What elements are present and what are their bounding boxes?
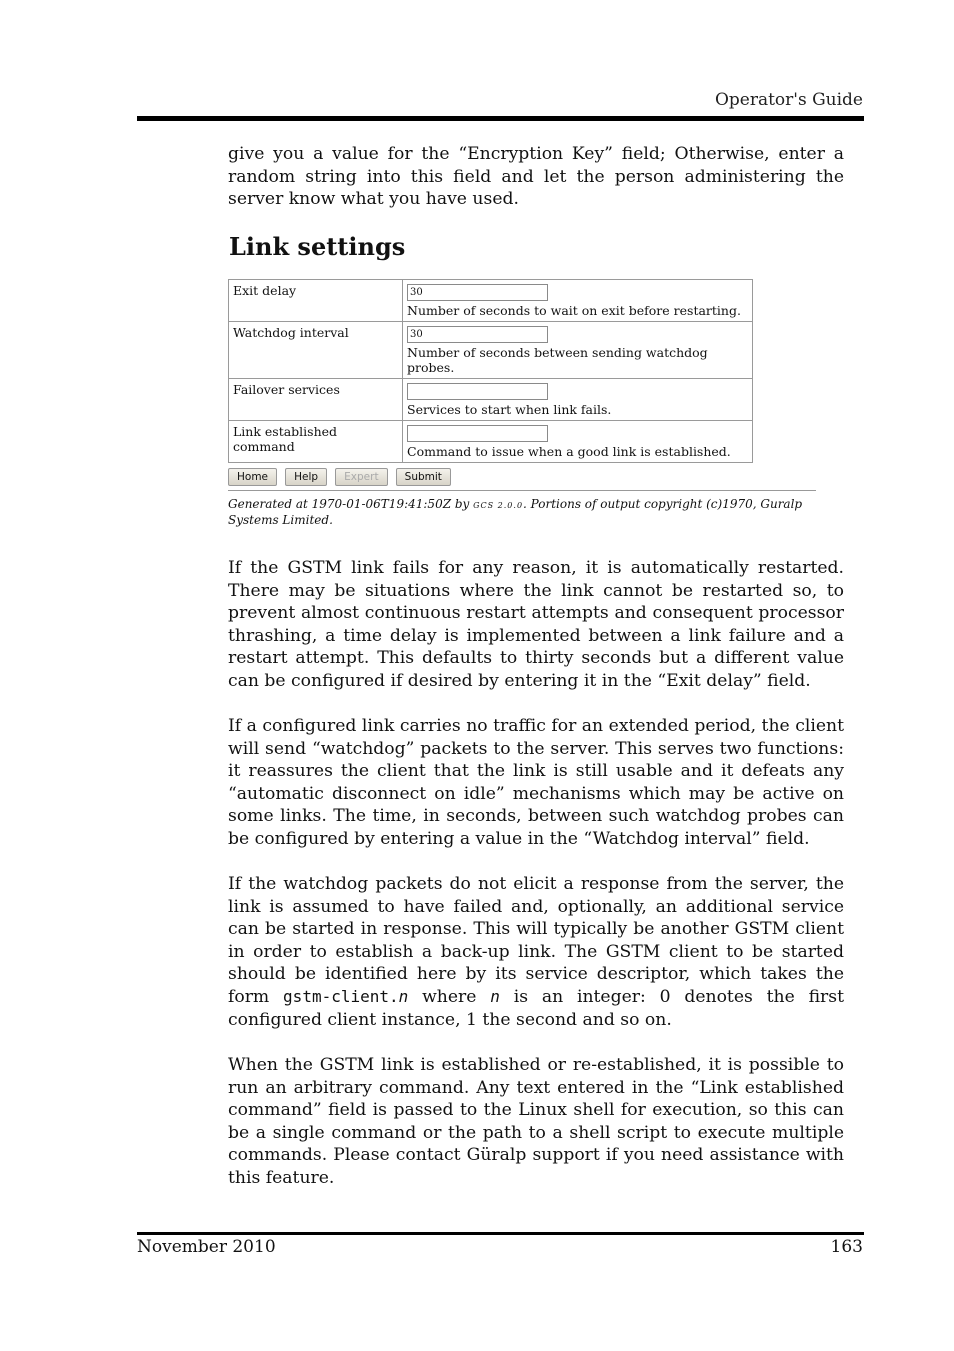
intro-paragraph: give you a value for the “Encryption Key” field; Otherwise, enter a random string into this field and let the person administering the server know what you have used. bbox=[228, 144, 844, 210]
p3-var: n bbox=[398, 986, 409, 1006]
link-settings-screenshot bbox=[228, 279, 818, 528]
p3-text-c: is an integer: 0 denotes the first configured client instance, 1 the second and so on. bbox=[228, 986, 845, 1030]
field-help: Services to start when link fails. bbox=[407, 402, 612, 417]
field-label: Exit delay bbox=[229, 280, 403, 322]
generated-suffix: . Portions of output copyright (c)1970, Guralp Systems Limited. bbox=[228, 497, 803, 527]
field-cell bbox=[403, 379, 753, 421]
p3-text-a: If the watchdog packets do not elicit a response from the server, the link is assumed to have failed and, optionally, an additional service can be started in response. This will typically be another GSTM client in order to establish a back-up link. The GSTM client to be started should be identified here by its service descriptor, which takes the form bbox=[228, 874, 844, 1007]
paragraph-watchdog: If a configured link carries no traffic for an extended period, the client will send “watchdog” packets to the server. This serves two functions: it reassures the client that the link is still usable and it defeats any “automatic disconnect on idle” mechanisms which may be active on some links. The time, in seconds, between such watchdog probes can be configured by entering a value in the “Watchdog interval” field. bbox=[228, 716, 844, 849]
field-help: Command to issue when a good link is established. bbox=[407, 444, 731, 459]
p3-text-b: where bbox=[408, 986, 491, 1007]
failover-services-input[interactable] bbox=[407, 383, 548, 400]
field-label: Failover services bbox=[229, 379, 403, 421]
page-number: 163 bbox=[830, 1237, 863, 1257]
screenshot-divider bbox=[228, 490, 816, 491]
header-rule bbox=[137, 116, 864, 121]
footer-rule bbox=[137, 1232, 864, 1235]
settings-row-exit-delay bbox=[229, 280, 753, 322]
settings-table bbox=[228, 279, 753, 463]
settings-row-watchdog-interval bbox=[229, 322, 753, 379]
section-heading: Link settings bbox=[229, 232, 406, 261]
link-established-command-input[interactable] bbox=[407, 425, 548, 442]
watchdog-interval-input[interactable]: 30 bbox=[407, 326, 548, 343]
field-cell bbox=[403, 421, 753, 463]
field-cell bbox=[403, 280, 753, 322]
generated-prefix: Generated at 1970-01-06T19:41:50Z by bbox=[228, 497, 474, 511]
field-label: Watchdog interval bbox=[229, 322, 403, 379]
help-button[interactable]: Help bbox=[285, 468, 327, 486]
page-header-title: Operator's Guide bbox=[714, 90, 863, 110]
paragraph-link-command: When the GSTM link is established or re-established, it is possible to run an arbitrary command. Any text entered in the “Link established command” field is passed to the Linux shell for execution, so this can be a single command or the path to a shell script to execute multiple commands. Please contact Güralp support if you need assistance with this feature. bbox=[228, 1055, 844, 1188]
generated-note bbox=[228, 497, 816, 528]
exit-delay-input[interactable]: 30 bbox=[407, 284, 548, 301]
button-row bbox=[228, 465, 818, 485]
generated-tool: GCS 2.0.0 bbox=[473, 501, 524, 510]
p3-code: gstm-client. bbox=[283, 986, 399, 1006]
field-label: Link established command bbox=[229, 421, 403, 463]
footer-date: November 2010 bbox=[137, 1237, 276, 1257]
field-help: Number of seconds between sending watchdog probes. bbox=[407, 345, 708, 375]
settings-row-link-established-command bbox=[229, 421, 753, 463]
field-help: Number of seconds to wait on exit before restarting. bbox=[407, 303, 741, 318]
settings-row-failover-services bbox=[229, 379, 753, 421]
field-cell bbox=[403, 322, 753, 379]
paragraph-exit-delay: If the GSTM link fails for any reason, it is automatically restarted. There may be situations where the link cannot be restarted so, to prevent almost continuous restart attempts and consequent processor thrashing, a time delay is implemented between a link failure and a restart attempt. This defaults to thirty seconds but a different value can be configured if desired by entering it in the “Exit delay” field. bbox=[228, 558, 844, 691]
home-button[interactable]: Home bbox=[228, 468, 277, 486]
expert-button: Expert bbox=[335, 468, 387, 486]
p3-var2: n bbox=[490, 986, 500, 1006]
paragraph-failover bbox=[228, 873, 844, 1031]
submit-button[interactable]: Submit bbox=[396, 468, 451, 486]
